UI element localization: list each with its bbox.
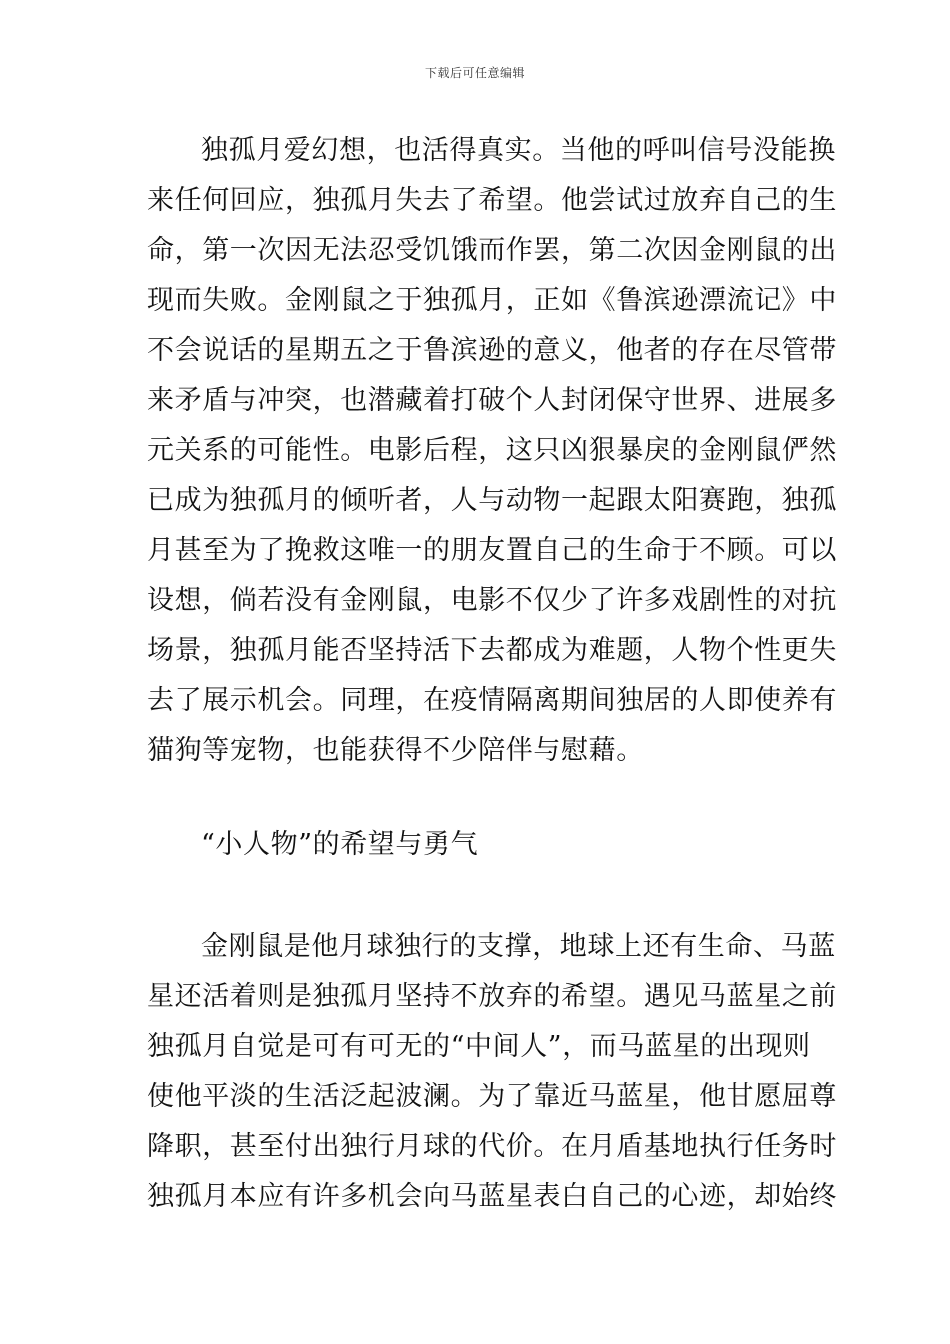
paragraph-line: 场景，独孤月能否坚持活下去都成为难题，人物个性更失 (147, 635, 837, 666)
paragraph-line: 已成为独孤月的倾听者，人与动物一起跟太阳赛跑，独孤 (147, 485, 837, 516)
paragraph-line: 月甚至为了挽救这唯一的朋友置自己的生命于不顾。可以 (147, 535, 837, 566)
paragraph-line: 命，第一次因无法忍受饥饿而作罢，第二次因金刚鼠的出 (147, 235, 837, 266)
paragraph-line: 星还活着则是独孤月坚持不放弃的希望。遇见马蓝星之前 (147, 981, 837, 1012)
paragraph-line: 现而失败。金刚鼠之于独孤月，正如《鲁滨逊漂流记》中 (147, 285, 837, 316)
paragraph-line: 不会说话的星期五之于鲁滨逊的意义，他者的存在尽管带 (147, 335, 837, 366)
paragraph-line: 来任何回应，独孤月失去了希望。他尝试过放弃自己的生 (147, 185, 837, 216)
paragraph-line: 独孤月爱幻想，也活得真实。当他的呼叫信号没能换 (201, 135, 836, 166)
paragraph-line: 去了展示机会。同理，在疫情隔离期间独居的人即使养有 (147, 685, 837, 716)
paragraph-line: 金刚鼠是他月球独行的支撑，地球上还有生命、马蓝 (201, 931, 836, 962)
paragraph-line: 独孤月本应有许多机会向马蓝星表白自己的心迹，却始终 (147, 1181, 837, 1212)
page-header: 下载后可任意编辑 (424, 66, 525, 80)
paragraph-line: 设想，倘若没有金刚鼠，电影不仅少了许多戏剧性的对抗 (147, 585, 837, 616)
section-heading: “小人物”的希望与勇气 (201, 829, 479, 860)
paragraph-line: 降职，甚至付出独行月球的代价。在月盾基地执行任务时 (147, 1131, 837, 1162)
paragraph-line: 来矛盾与冲突，也潜藏着打破个人封闭保守世界、进展多 (147, 385, 837, 416)
paragraph-line: 元关系的可能性。电影后程，这只凶狠暴戾的金刚鼠俨然 (147, 435, 837, 466)
paragraph-line: 使他平淡的生活泛起波澜。为了靠近马蓝星，他甘愿屈尊 (147, 1081, 837, 1112)
paragraph-line: 独孤月自觉是可有可无的“中间人”，而马蓝星的出现则 (147, 1031, 811, 1062)
paragraph-line: 猫狗等宠物，也能获得不少陪伴与慰藉。 (147, 735, 644, 766)
